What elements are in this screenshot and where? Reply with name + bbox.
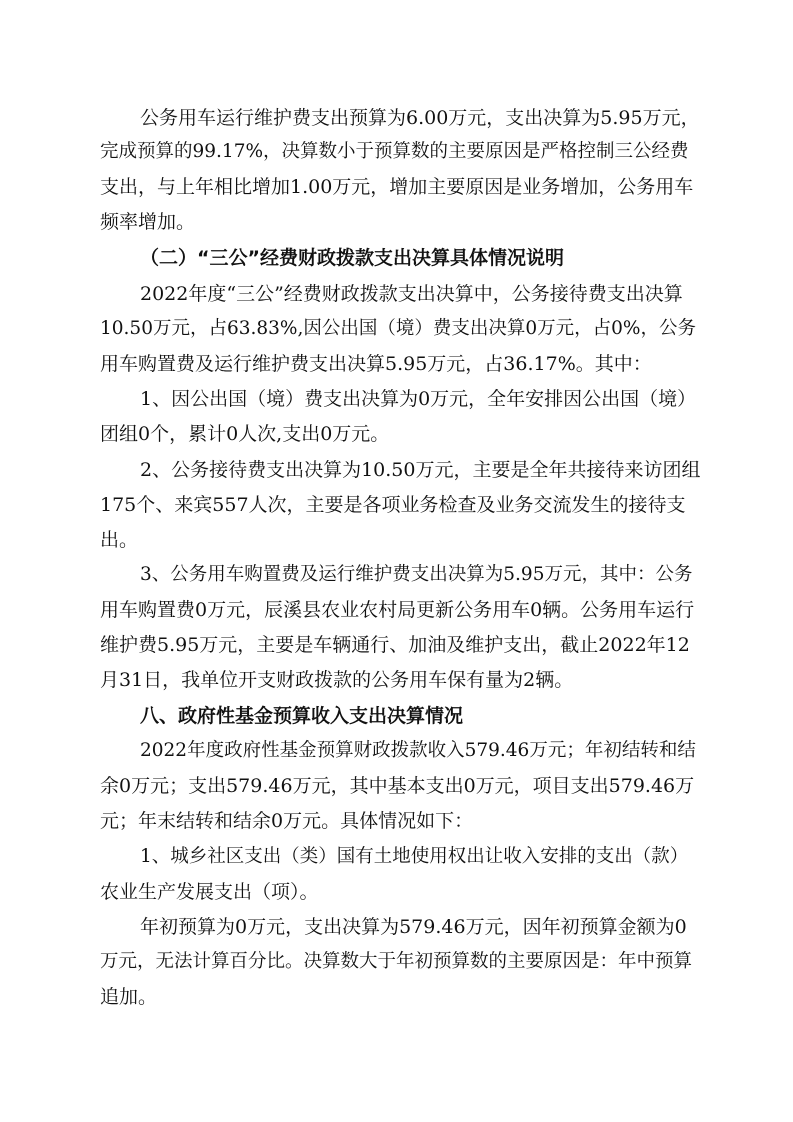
text-line: 年初预算为0万元，支出决算为579.46万元，因年初预算金额为0 bbox=[140, 916, 687, 938]
text-line: 万元，无法计算百分比。决算数大于年初预算数的主要原因是：年中预算 bbox=[100, 951, 693, 972]
text-line: 175个、来宾557人次，主要是各项业务检查及业务交流发生的接待支 bbox=[100, 494, 686, 516]
text-line: 1、因公出国（境）费支出决算为0万元，全年安排因公出国（境） bbox=[140, 388, 697, 410]
text-line: 余0万元；支出579.46万元，其中基本支出0万元，项目支出579.46万 bbox=[100, 775, 695, 797]
text-line: 频率增加。 bbox=[100, 211, 196, 233]
text-line: 2022年度“三公”经费财政拨款支出决算中，公务接待费支出决算 bbox=[140, 283, 683, 305]
text-line: 完成预算的99.17%，决算数小于预算数的主要原因是严格控制三公经费 bbox=[100, 141, 689, 162]
text-line: 支出，与上年相比增加1.00万元，增加主要原因是业务增加，公务用车 bbox=[100, 176, 694, 198]
text-line: 元；年末结转和结余0万元。具体情况如下： bbox=[100, 810, 474, 832]
text-line: 用车购置费0万元，辰溪县农业农村局更新公务用车0辆。公务用车运行 bbox=[100, 599, 695, 621]
section-heading: 八、政府性基金预算收入支出决算情况 bbox=[140, 705, 464, 727]
text-line: 农业生产发展支出（项）。 bbox=[100, 881, 319, 903]
text-line: 2、公务接待费支出决算为10.50万元，主要是全年共接待来访团组 bbox=[140, 459, 701, 481]
text-line: 出。 bbox=[100, 529, 139, 551]
text-line: 用车购置费及运行维护费支出决算5.95万元，占36.17%。其中： bbox=[100, 353, 652, 375]
text-line: 1、城乡社区支出（类）国有土地使用权出让收入安排的支出（款） bbox=[140, 846, 689, 867]
section-heading: （二）“三公”经费财政拨款支出决算具体情况说明 bbox=[140, 247, 564, 269]
text-line: 维护费5.95万元，主要是车辆通行、加油及维护支出，截止2022年12 bbox=[100, 634, 690, 656]
text-line: 10.50万元，占63.83%,因公出国（境）费支出决算0万元，占0%，公务 bbox=[100, 318, 697, 339]
text-line: 月31日，我单位开支财政拨款的公务用车保有量为2辆。 bbox=[100, 669, 574, 691]
text-line: 团组0个，累计0人次,支出0万元。 bbox=[100, 423, 390, 445]
text-line: 公务用车运行维护费支出预算为6.00万元，支出决算为5.95万元， bbox=[140, 107, 700, 129]
text-line: 2022年度政府性基金预算财政拨款收入579.46万元；年初结转和结 bbox=[140, 740, 696, 761]
text-line: 3、公务用车购置费及运行维护费支出决算为5.95万元，其中：公务 bbox=[140, 564, 693, 585]
text-line: 追加。 bbox=[100, 986, 158, 1008]
